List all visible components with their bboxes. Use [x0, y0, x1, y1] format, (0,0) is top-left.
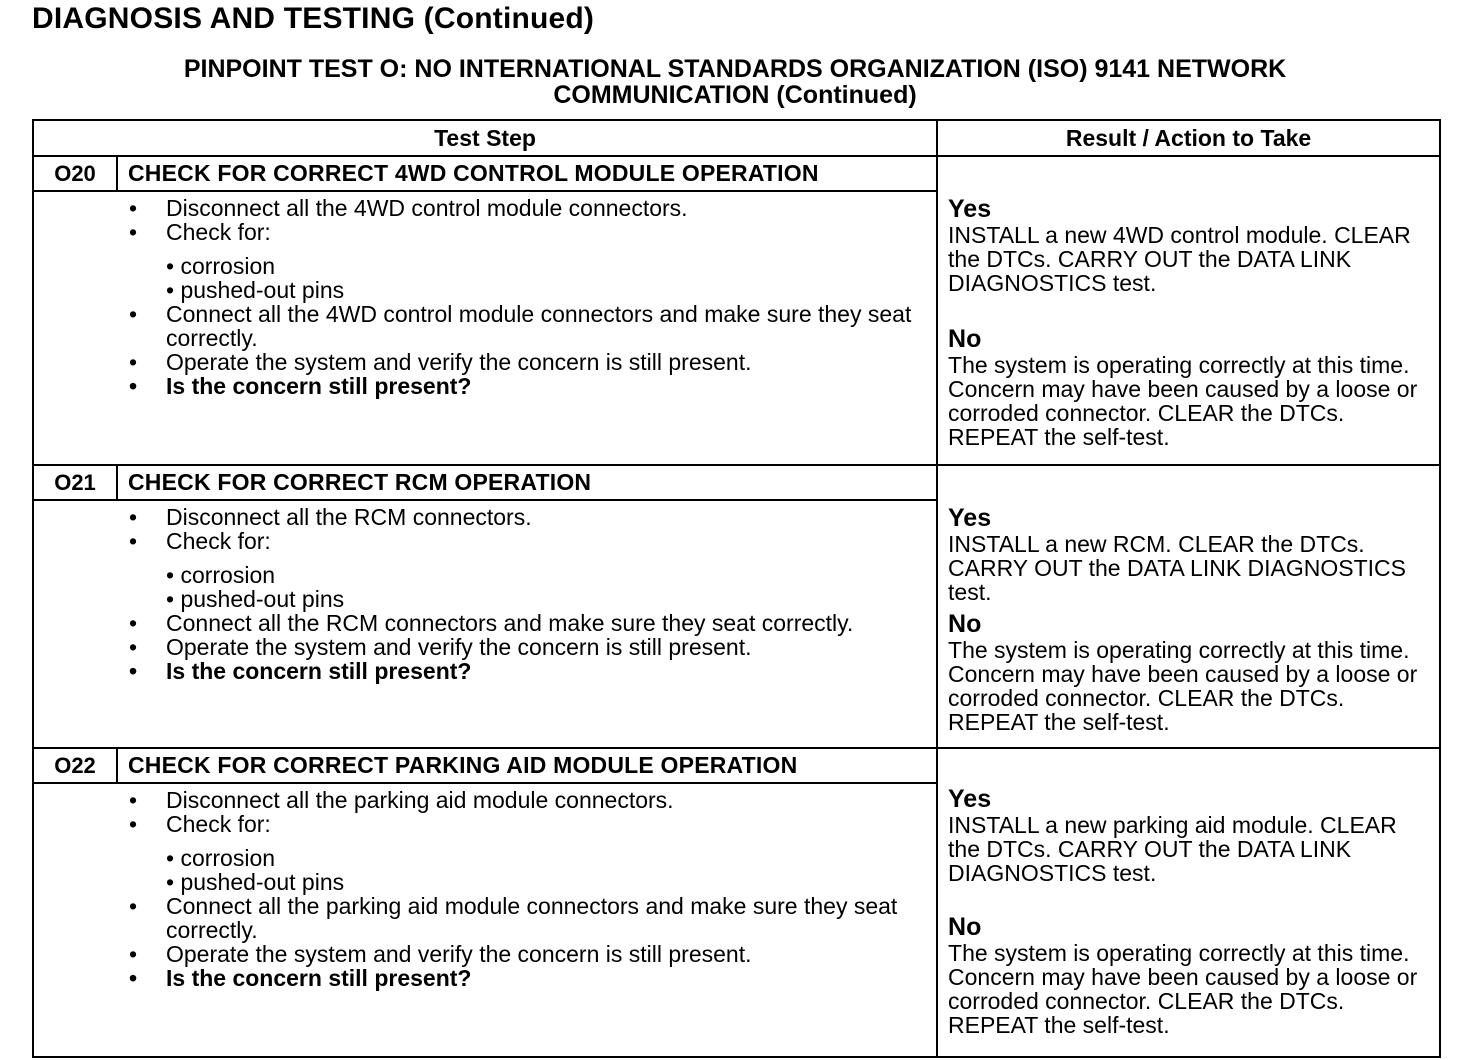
list-item: • Connect all the parking aid module connectors and make sure they seat correctly. — [34, 894, 928, 942]
yes-label: Yes — [948, 504, 992, 532]
result-yes — [948, 504, 1435, 604]
step-title-row — [33, 748, 1440, 783]
instruction-list — [34, 196, 928, 398]
result-cell — [937, 156, 1440, 465]
list-item: • Connect all the 4WD control module connectors and make sure they seat correctly. — [34, 302, 928, 350]
result-yes — [948, 785, 1435, 885]
no-action: The system is operating correctly at this time. Concern may have been caused by a loose or corroded connector. CLEAR the DTCs. REPEAT the self-test. — [948, 637, 1418, 735]
list-item: • Check for: — [34, 529, 928, 553]
column-header-test-step: Test Step — [33, 120, 937, 156]
sub-list-item: • pushed-out pins — [166, 586, 345, 612]
sub-list-item: • corrosion — [166, 253, 276, 279]
test-title-line1: PINPOINT TEST O: NO INTERNATIONAL STANDARDS ORGANIZATION (ISO) 9141 NETWORK — [183, 55, 1287, 83]
sub-list — [34, 563, 928, 611]
list-item: • Disconnect all the RCM connectors. — [34, 505, 928, 529]
sub-list — [34, 254, 928, 302]
result-cell — [937, 748, 1440, 1057]
yes-label: Yes — [948, 785, 992, 813]
step-title: CHECK FOR CORRECT RCM OPERATION — [117, 465, 937, 500]
no-label: No — [948, 325, 982, 353]
yes-action: INSTALL a new 4WD control module. CLEAR the DTCs. CARRY OUT the DATA LINK DIAGNOSTICS test. — [948, 222, 1411, 296]
step-number: O20 — [33, 156, 117, 191]
step-number: O21 — [33, 465, 117, 500]
list-item: • Operate the system and verify the concern is still present. — [34, 350, 928, 374]
sub-list-item: • pushed-out pins — [166, 277, 345, 303]
yes-label: Yes — [948, 195, 992, 223]
list-item: • Check for: — [34, 812, 928, 836]
step-title-row — [33, 156, 1440, 191]
list-item: • Operate the system and verify the concern is still present. — [34, 942, 928, 966]
pinpoint-test-table — [32, 119, 1441, 1058]
sub-list-item: • corrosion — [166, 845, 276, 871]
step-instructions — [33, 783, 937, 1057]
list-item-question: • Is the concern still present? — [34, 966, 928, 990]
result-no — [948, 610, 1435, 734]
sub-list-item: • corrosion — [166, 562, 276, 588]
list-item-question: • Is the concern still present? — [34, 374, 928, 398]
sub-list-item: • pushed-out pins — [166, 869, 345, 895]
list-item: • Check for: — [34, 220, 928, 244]
step-number: O22 — [33, 748, 117, 783]
no-action: The system is operating correctly at this time. Concern may have been caused by a loose or corroded connector. CLEAR the DTCs. REPEAT the self-test. — [948, 352, 1418, 450]
table-header-row — [33, 120, 1440, 156]
step-instructions — [33, 500, 937, 748]
list-item: • Connect all the RCM connectors and make sure they seat correctly. — [34, 611, 928, 635]
column-header-result: Result / Action to Take — [937, 120, 1440, 156]
step-title: CHECK FOR CORRECT PARKING AID MODULE OPERATION — [117, 748, 937, 783]
list-item-question: • Is the concern still present? — [34, 659, 928, 683]
no-label: No — [948, 610, 982, 638]
step-instructions — [33, 191, 937, 465]
pinpoint-test-title — [60, 56, 1410, 108]
result-no — [948, 913, 1435, 1037]
step-title: CHECK FOR CORRECT 4WD CONTROL MODULE OPERATION — [117, 156, 937, 191]
instruction-list — [34, 505, 928, 683]
no-label: No — [948, 913, 982, 941]
no-action: The system is operating correctly at this time. Concern may have been caused by a loose or corroded connector. CLEAR the DTCs. REPEAT the self-test. — [948, 940, 1418, 1038]
test-title-line2: COMMUNICATION (Continued) — [553, 81, 917, 109]
sub-list — [34, 846, 928, 894]
instruction-list — [34, 788, 928, 990]
list-item: • Disconnect all the 4WD control module connectors. — [34, 196, 928, 220]
yes-action: INSTALL a new parking aid module. CLEAR the DTCs. CARRY OUT the DATA LINK DIAGNOSTICS test. — [948, 812, 1397, 886]
list-item: • Operate the system and verify the concern is still present. — [34, 635, 928, 659]
yes-action: INSTALL a new RCM. CLEAR the DTCs. CARRY OUT the DATA LINK DIAGNOSTICS test. — [948, 531, 1407, 605]
list-item: • Disconnect all the parking aid module connectors. — [34, 788, 928, 812]
result-cell — [937, 465, 1440, 748]
result-yes — [948, 195, 1435, 295]
step-title-row — [33, 465, 1440, 500]
page-heading: DIAGNOSIS AND TESTING (Continued) — [32, 2, 595, 35]
result-no — [948, 325, 1435, 449]
